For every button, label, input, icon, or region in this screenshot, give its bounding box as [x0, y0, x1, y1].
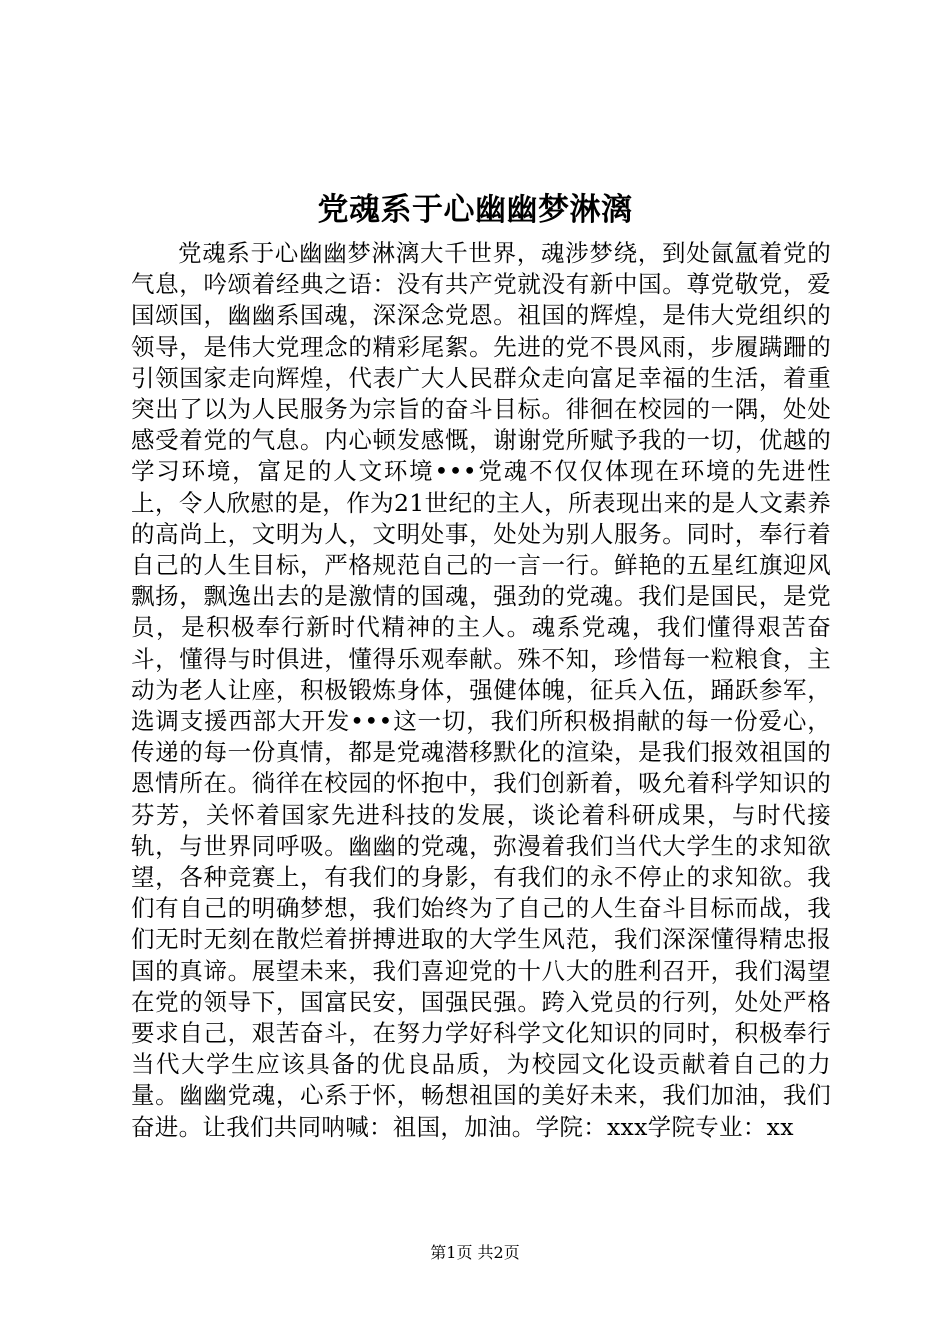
page-number: 第1页 共2页 — [430, 1243, 520, 1262]
page-title: 党魂系于心幽幽梦淋漓 — [317, 192, 633, 228]
body-paragraph: 党魂系于心幽幽梦淋漓大千世界，魂涉梦绕，到处氤氲着党的气息，吟颂着经典之语：没有共产党就没有新中国。尊党敬党，爱国颂国，幽幽系国魂，深深念党恩。祖国的辉煌，是伟大党组织的领导，是伟大党理念的精彩尾絮。先进的党不畏风雨，步履蹒跚的引领国家走向辉煌，代表广大人民群众走向富足幸福的生活，着重突出了以为人民服务为宗旨的奋斗目标。徘徊在校园的一隅，处处感受着党的气息。内心顿发感慨，谢谢党所赋予我的一切，优越的学习环境，富足的人文环境•••党魂不仅仅体现在环境的先进性上，令人欣慰的是，作为21世纪的主人，所表现出来的是人文素养的高尚上，文明为人，文明处事，处处为别人服务。同时，奉行着自己的人生目标，严格规范自己的一言一行。鲜艳的五星红旗迎风飘扬，飘逸出去的是激情的国魂，强劲的党魂。我们是国民，是党员，是积极奉行新时代精神的主人。魂系党魂，我们懂得艰苦奋斗，懂得与时俱进，懂得乐观奉献。殊不知，珍惜每一粒粮食，主动为老人让座，积极锻炼身体，强健体魄，征兵入伍，踊跃参军，选调支援西部大开发•••这一切，我们所积极捐献的每一份爱心，传递的每一份真情，都是党魂潜移默化的渲染，是我们报效祖国的恩情所在。徜徉在校园的怀抱中，我们创新着，吸允着科学知识的芬芳，关怀着国家先进科技的发展，谈论着科研成果，与时代接轨，与世界同呼吸。幽幽的党魂，弥漫着我们当代大学生的求知欲望，各种竞赛上，有我们的身影，有我们的永不停止的求知欲。我们有自己的明确梦想，我们始终为了自己的人生奋斗目标而战，我们无时无刻在散烂着拼搏进取的大学生风范，我们深深懂得精忠报国的真谛。展望未来，我们喜迎党的十八大的胜利召开，我们渴望在党的领导下，国富民安，国强民强。跨入党员的行列，处处严格要求自己，艰苦奋斗，在努力学好科学文化知识的同时，积极奉行当代大学生应该具备的优良品质，为校园文化设贡献着自己的力量。幽幽党魂，心系于怀，畅想祖国的美好未来，我们加油，我们奋进。让我们共同呐喊：祖国，加油。学院：xxx学院专业：xx — [131, 239, 831, 1141]
